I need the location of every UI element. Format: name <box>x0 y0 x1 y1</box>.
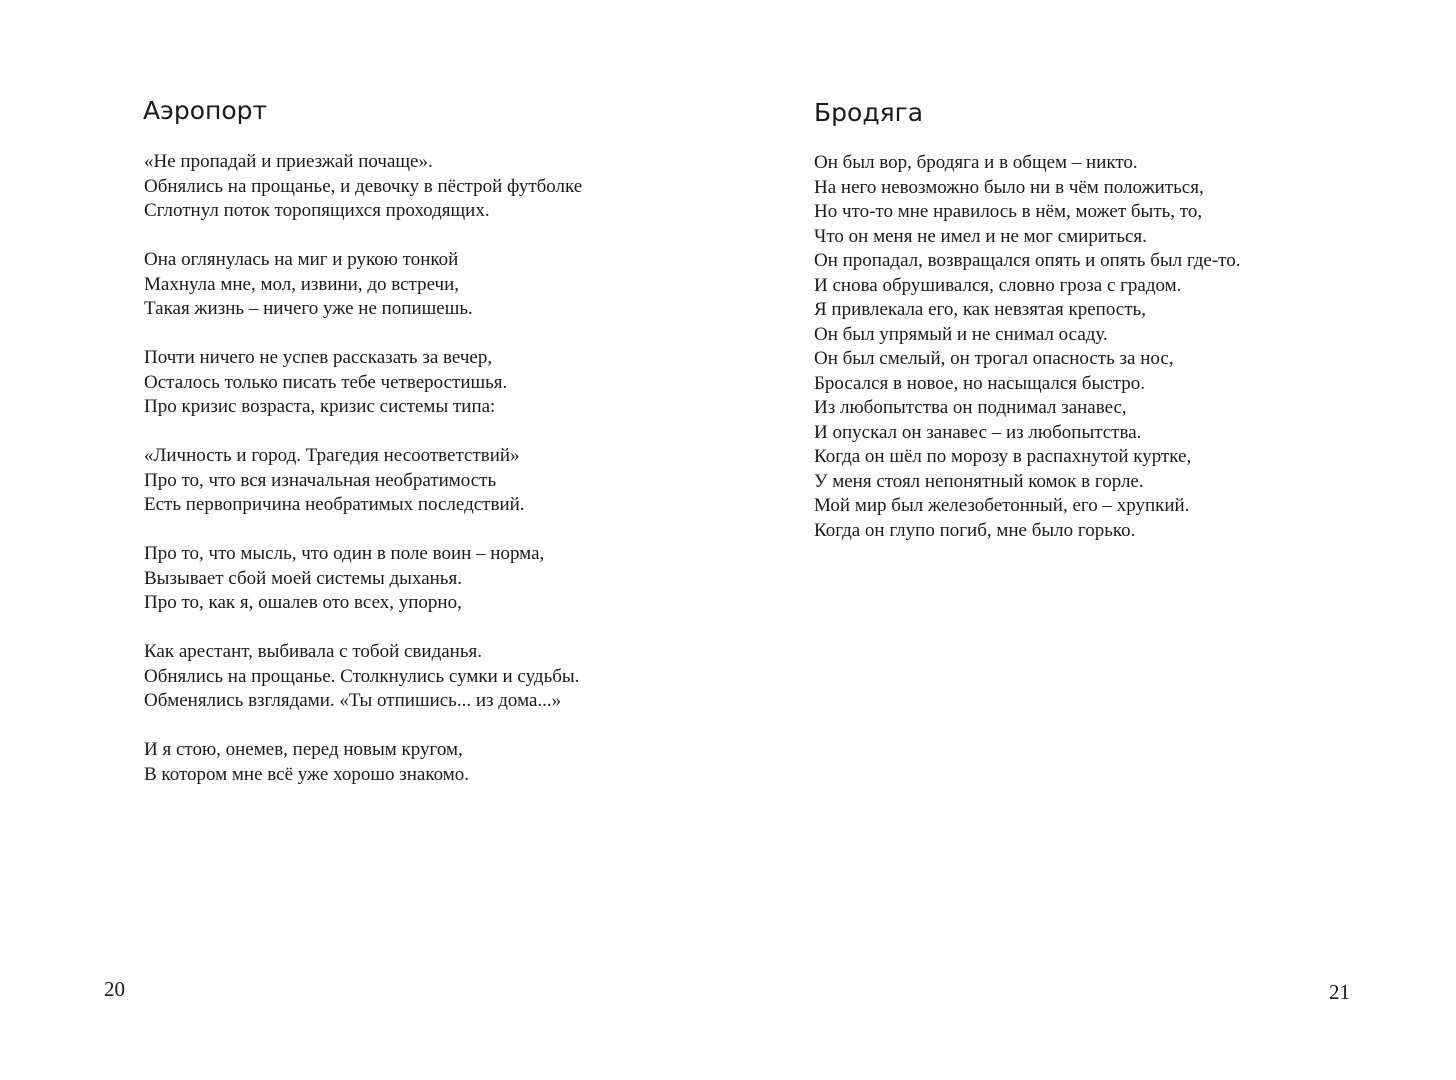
poem-line: И я стою, онемев, перед новым кругом, <box>144 739 463 760</box>
poem-line: Я привлекала его, как невзятая крепость, <box>814 299 1146 320</box>
poem-line: Осталось только писать тебе четверостишья. <box>144 371 508 393</box>
page-number: 21 <box>1329 980 1350 1004</box>
poem-line: Но что-то мне нравилось в нём, может быть, то, <box>814 201 1203 222</box>
poem-line: Когда он шёл по морозу в распахнутой куртке, <box>814 446 1192 467</box>
right-page <box>728 0 1456 1080</box>
poem-line: Из любопытства он поднимал занавес, <box>814 397 1127 418</box>
stanza <box>144 542 582 616</box>
stanza <box>144 444 582 518</box>
poem-line: Про то, что вся изначальная необратимость <box>144 469 497 491</box>
stanza <box>814 151 1240 543</box>
poem-title: Аэропорт <box>143 96 268 125</box>
poem-line: Вызывает сбой моей системы дыханья. <box>144 567 462 589</box>
poem-line: У меня стоял непонятный комок в горле. <box>814 470 1144 492</box>
poem-line: Почти ничего не успев рассказать за вечер, <box>144 347 493 368</box>
stanza <box>144 346 582 420</box>
poem-line: Есть первопричина необратимых последствий. <box>144 494 525 515</box>
poem-line: Про кризис возраста, кризис системы типа: <box>144 396 496 417</box>
poem-line: Он был вор, бродяга и в общем – никто. <box>814 152 1138 173</box>
poem-line: Когда он глупо погиб, мне было горько. <box>814 519 1136 541</box>
stanza <box>144 150 582 224</box>
poem-line: Про то, что мысль, что один в поле воин – норма, <box>144 543 545 564</box>
poem-line: Обменялись взглядами. «Ты отпишись... из дома...» <box>144 690 562 711</box>
stanza <box>144 640 582 714</box>
poem-line: Обнялись на прощанье. Столкнулись сумки и судьбы. <box>144 665 580 687</box>
poem-line: И снова обрушивался, словно гроза с градом. <box>814 274 1182 296</box>
poem-line: В котором мне всё уже хорошо знакомо. <box>144 763 470 785</box>
poem-body <box>814 151 1240 543</box>
poem-line: И опускал он занавес – из любопытства. <box>814 421 1142 443</box>
poem-line: На него невозможно было ни в чём положиться, <box>814 176 1204 198</box>
poem-line: Что он меня не имел и не мог смириться. <box>814 225 1147 247</box>
poem-line: Обнялись на прощанье, и девочку в пёстрой футболке <box>144 175 583 197</box>
stanza <box>144 248 582 322</box>
poem-line: Сглотнул поток торопящихся проходящих. <box>144 200 490 221</box>
stanza <box>144 738 582 787</box>
poem-line: Как арестант, выбивала с тобой свиданья. <box>144 641 482 662</box>
poem-line: Он был упрямый и не снимал осаду. <box>814 323 1108 345</box>
poem-line: Она оглянулась на миг и рукою тонкой <box>144 249 459 270</box>
page-number: 20 <box>104 977 125 1001</box>
poem-body <box>144 150 582 787</box>
poem-line: «Не пропадай и приезжай почаще». <box>144 151 433 172</box>
poem-line: Про то, как я, ошалев ото всех, упорно, <box>144 592 462 613</box>
poem-line: Он пропадал, возвращался опять и опять был где-то. <box>814 250 1241 271</box>
poem-line: Махнула мне, мол, извини, до встречи, <box>144 273 460 295</box>
poem-line: Мой мир был железобетонный, его – хрупкий. <box>814 495 1190 516</box>
poem-line: Бросался в новое, но насыщался быстро. <box>814 372 1145 394</box>
poem-line: «Личность и город. Трагедия несоответствий» <box>144 445 520 466</box>
poem-line: Такая жизнь – ничего уже не попишешь. <box>144 298 473 319</box>
poem-line: Он был смелый, он трогал опасность за нос, <box>814 348 1174 369</box>
poem-title: Бродяга <box>814 98 924 127</box>
